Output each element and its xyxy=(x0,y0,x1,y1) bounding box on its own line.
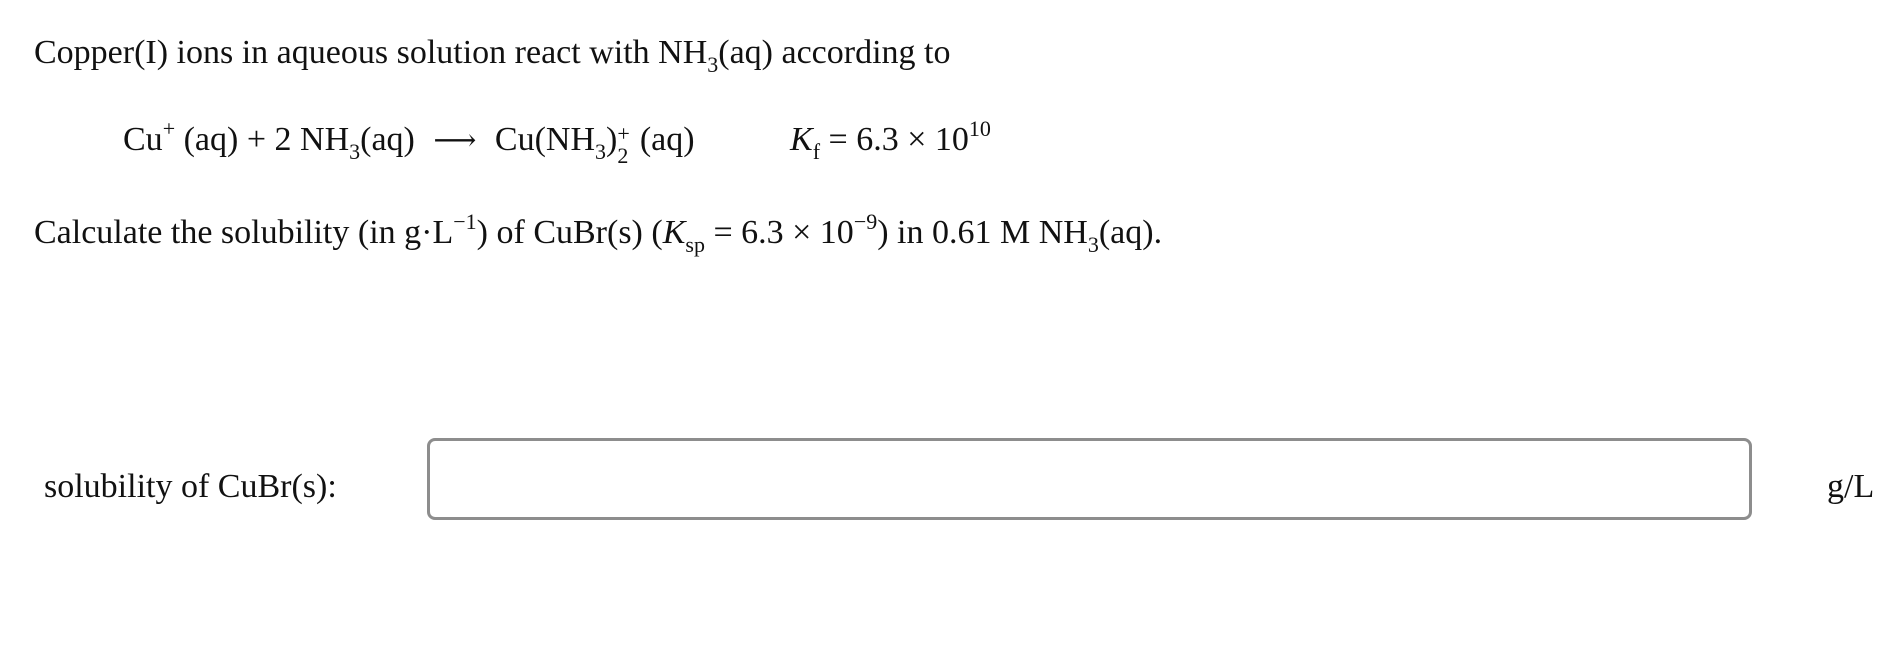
complex-ammonia-subscript: 3 xyxy=(595,139,607,164)
solubility-input[interactable] xyxy=(427,438,1752,520)
complex-phase: (aq) xyxy=(639,121,695,158)
copper-charge: + xyxy=(162,116,176,141)
copper-ion: Cu xyxy=(123,121,163,158)
question-text-mid: ) of CuBr(s) ( xyxy=(476,214,663,251)
unit-exponent: −1 xyxy=(453,209,477,234)
reaction-equation xyxy=(123,116,695,168)
ksp-subscript: sp xyxy=(685,232,705,257)
kf-value: = 6.3 × 10 xyxy=(828,121,969,158)
kf-exponent: 10 xyxy=(968,116,991,141)
ammonia-subscript: 3 xyxy=(349,139,361,164)
complex-count: 2 xyxy=(617,143,629,168)
question-text-end: (aq). xyxy=(1098,214,1163,251)
question-text-start: Calculate the solubility (in g·L xyxy=(34,214,454,251)
intro-nh3-subscript: 3 xyxy=(707,52,719,77)
question-text-after: ) in 0.61 M NH xyxy=(877,214,1088,251)
complex-formula-start: Cu(NH xyxy=(494,121,596,158)
kf-symbol: K xyxy=(790,121,813,158)
question-nh3-subscript: 3 xyxy=(1087,232,1099,257)
question-text xyxy=(34,209,1163,257)
complex-charge: + xyxy=(617,121,630,146)
reaction-arrow-icon: ⟶ xyxy=(433,124,477,157)
ksp-exponent: −9 xyxy=(853,209,878,234)
ksp-value: = 6.3 × 10 xyxy=(704,214,854,251)
reactant-phase-and-ammonia: (aq) + 2 NH xyxy=(183,121,350,158)
ksp-symbol: K xyxy=(662,214,686,251)
intro-text xyxy=(34,33,951,77)
answer-unit: g/L xyxy=(1827,468,1875,505)
answer-label: solubility of CuBr(s): xyxy=(44,468,337,505)
intro-text-start: Copper(I) ions in aqueous solution react with NH xyxy=(34,34,708,71)
intro-text-end: (aq) according to xyxy=(718,34,951,71)
ammonia-phase: (aq) xyxy=(360,121,415,158)
complex-close-paren: ) xyxy=(606,121,618,158)
complex-charge-count xyxy=(617,120,631,168)
formation-constant xyxy=(790,116,991,164)
kf-subscript: f xyxy=(812,139,821,164)
